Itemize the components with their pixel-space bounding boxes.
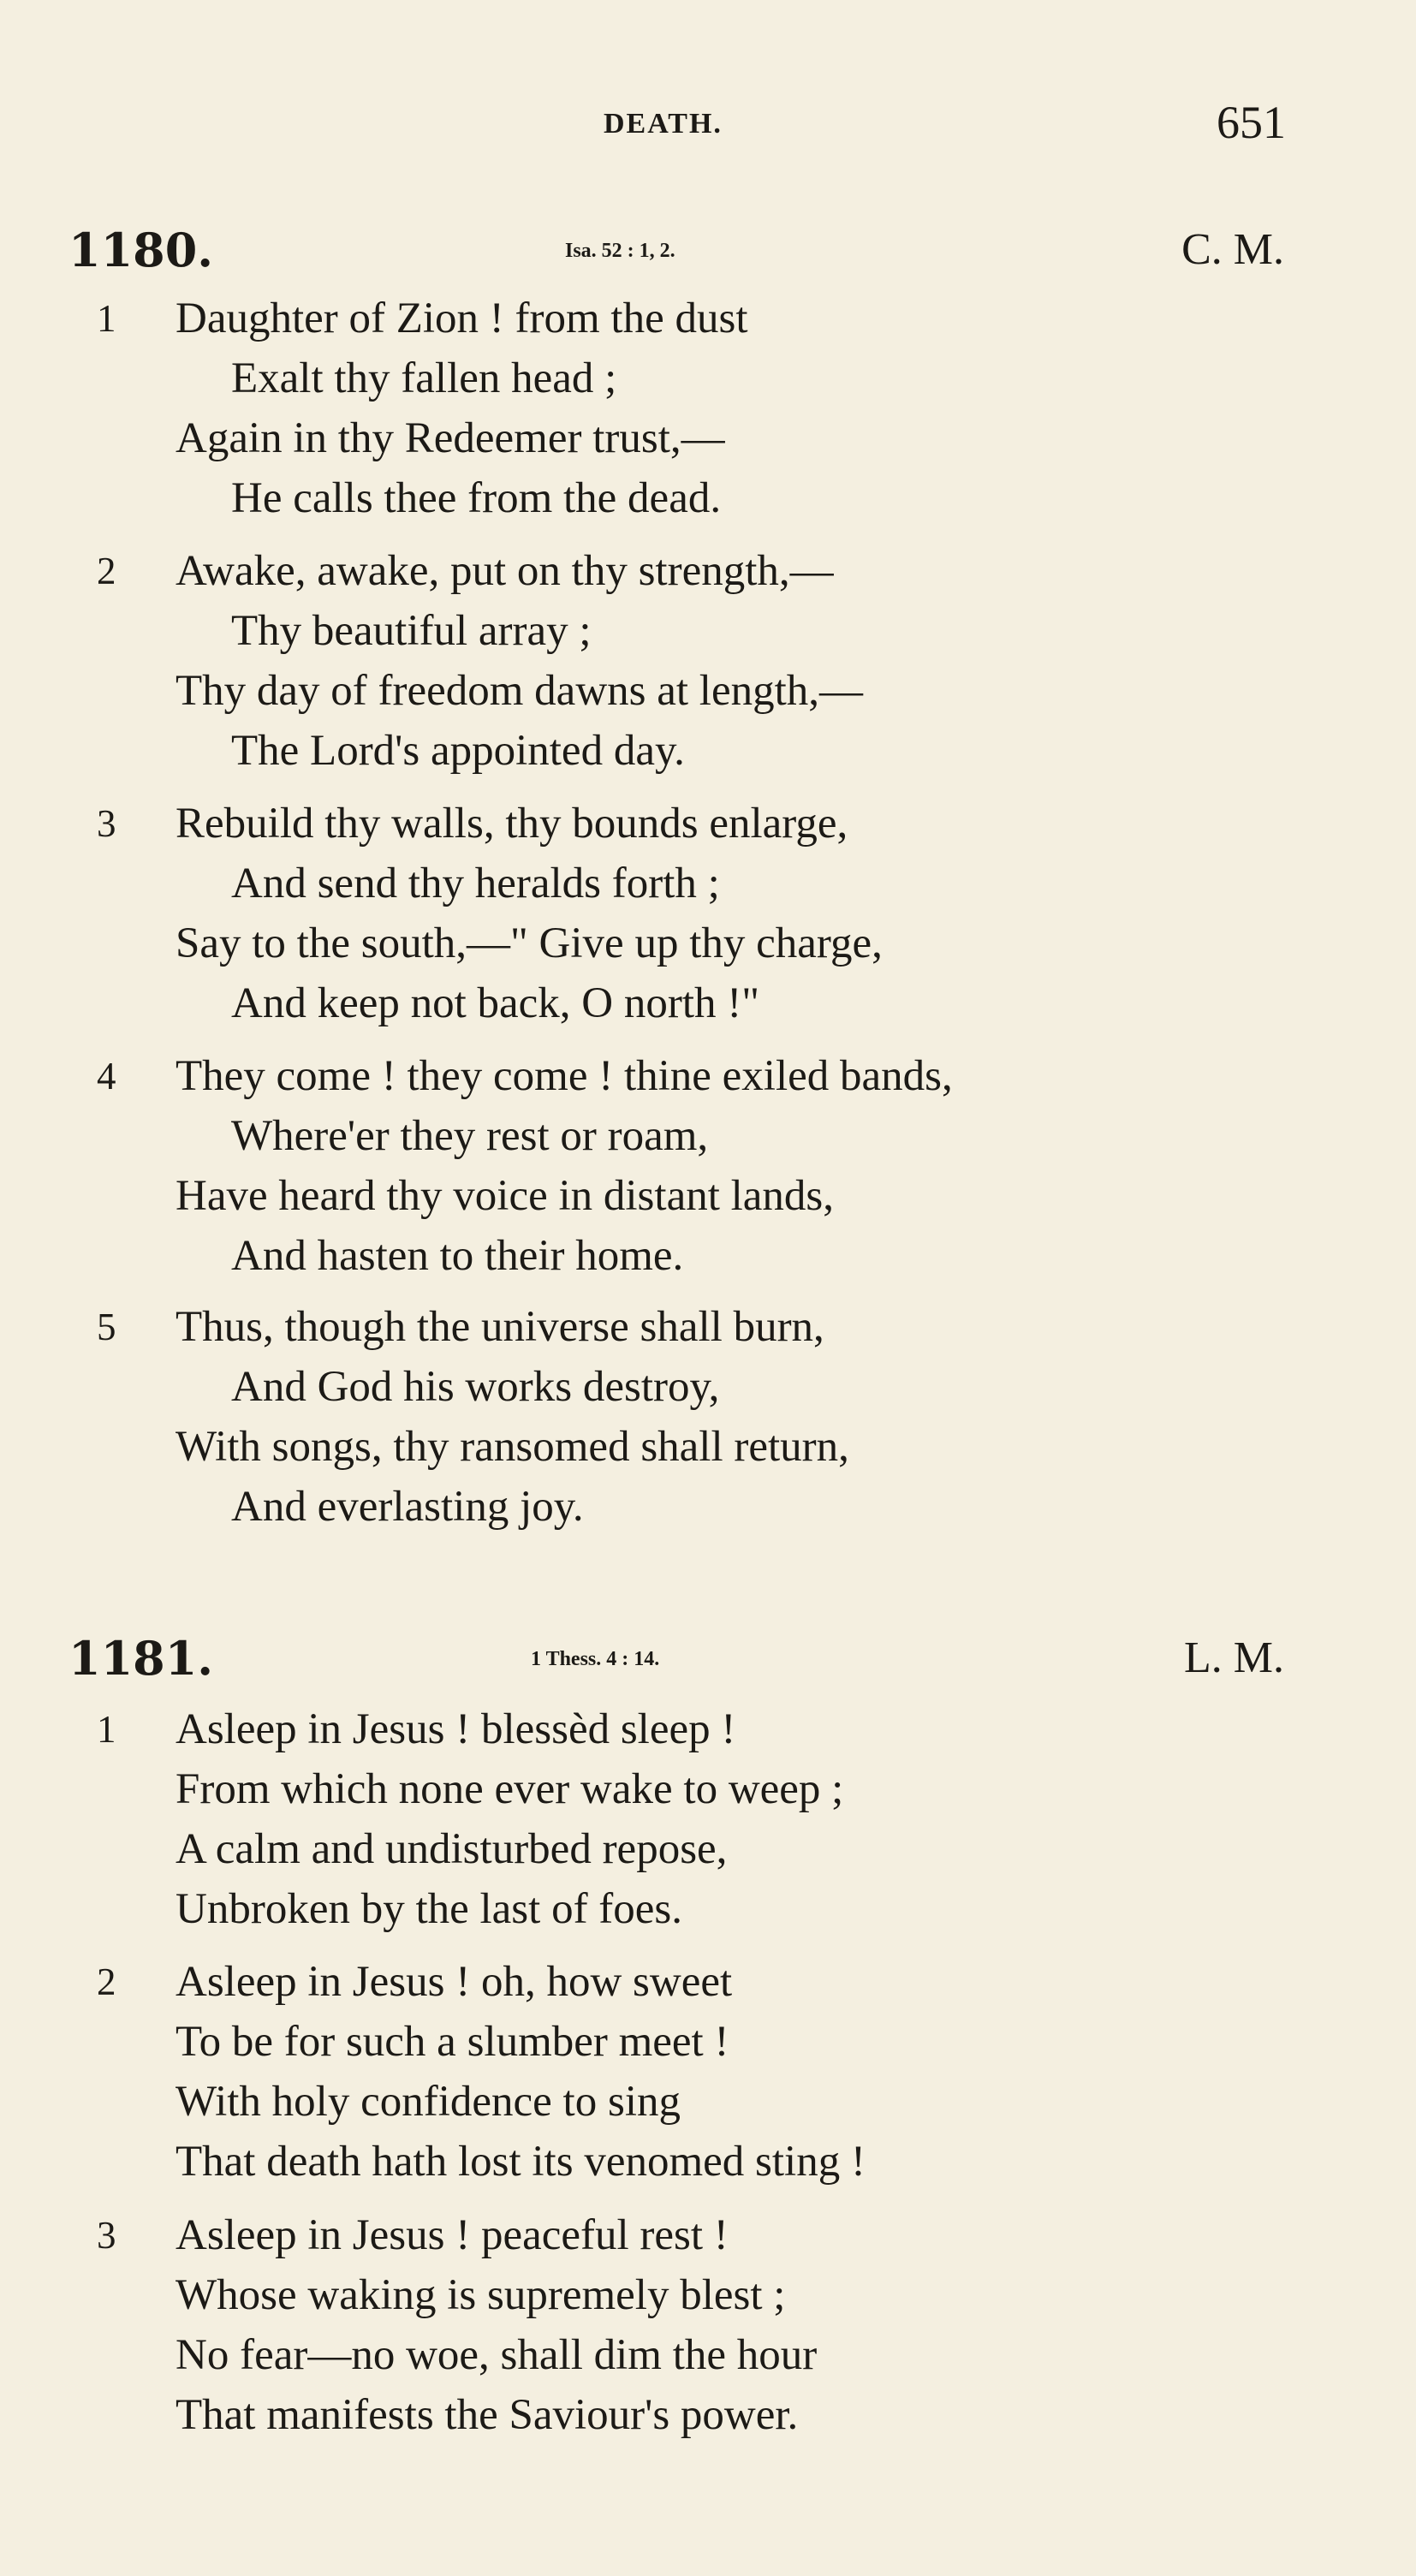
stanza-number: 2 (97, 1960, 116, 2003)
hymn-1180-stanza-5 (97, 1297, 1288, 1537)
hymn-number: 1180. (68, 223, 214, 277)
verse-line: To be for such a slumber meet ! (176, 2018, 729, 2066)
verse-line: 4 They come ! they come ! thine exiled bands, (176, 1046, 1288, 1106)
stanza-number: 3 (97, 802, 116, 845)
scripture-reference: Isa. 52 : 1, 2. (565, 240, 675, 262)
verse-line: No fear—no woe, shall dim the hour (176, 2331, 818, 2379)
hymn-1181-stanza-3 (97, 2205, 1288, 2445)
verse-line: That manifests the Saviour's power. (176, 2391, 799, 2439)
verse-line: And everlasting joy. (231, 1483, 584, 1531)
stanza-number: 3 (97, 2214, 116, 2257)
verse-line: Exalt thy fallen head ; (231, 354, 617, 402)
running-head (0, 96, 1416, 147)
verse-line: A calm and undisturbed repose, (176, 1825, 728, 1873)
verse-line: Thy day of freedom dawns at length,— (176, 667, 864, 715)
page-number: 651 (1217, 97, 1286, 148)
hymn-1181-stanza-1 (97, 1699, 1288, 1939)
verse-line: And send thy heralds forth ; (231, 860, 720, 907)
verse-line: Again in thy Redeemer trust,— (176, 414, 725, 462)
verse-line: The Lord's appointed day. (231, 727, 685, 775)
verse-line: Whose waking is supremely blest ; (176, 2271, 786, 2319)
hymn-1180-stanza-2 (97, 541, 1288, 781)
running-title: DEATH. (604, 108, 723, 140)
stanza-number: 2 (97, 550, 116, 592)
scripture-reference: 1 Thess. 4 : 14. (531, 1648, 660, 1670)
hymn-1180-stanza-3 (97, 794, 1288, 1033)
verse-line: From which none ever wake to weep ; (176, 1765, 844, 1813)
verse-line: Have heard thy voice in distant lands, (176, 1172, 835, 1220)
hymn-meter: C. M. (1181, 225, 1284, 274)
hymn-1180-stanza-4 (97, 1046, 1288, 1286)
verse-line: 1 Asleep in Jesus ! blessèd sleep ! (176, 1699, 1288, 1759)
hymn-1181-header (68, 1631, 1284, 1691)
verse-line: Unbroken by the last of foes. (176, 1885, 683, 1933)
verse-line: Say to the south,—" Give up thy charge, (176, 919, 883, 967)
verse-line: 3 Rebuild thy walls, thy bounds enlarge, (176, 794, 1288, 854)
stanza-number: 1 (97, 1708, 116, 1751)
verse-line: Where'er they rest or roam, (231, 1112, 709, 1160)
verse-line: And God his works destroy, (231, 1363, 720, 1411)
verse-line: And keep not back, O north !" (231, 979, 760, 1027)
stanza-number: 5 (97, 1306, 116, 1348)
verse-line: That death hath lost its venomed sting ! (176, 2138, 866, 2186)
hymn-1180-stanza-1 (97, 289, 1288, 528)
verse-line: 2 Asleep in Jesus ! oh, how sweet (176, 1952, 1288, 2012)
verse-line: With songs, thy ransomed shall return, (176, 1423, 849, 1471)
stanza-number: 4 (97, 1055, 116, 1098)
hymn-meter: L. M. (1184, 1633, 1284, 1682)
verse-line: He calls thee from the dead. (231, 474, 722, 522)
verse-line: 2 Awake, awake, put on thy strength,— (176, 541, 1288, 601)
verse-line: 3 Asleep in Jesus ! peaceful rest ! (176, 2205, 1288, 2265)
hymn-number: 1181. (68, 1631, 214, 1686)
verse-line: 1 Daughter of Zion ! from the dust (176, 289, 1288, 348)
verse-line: And hasten to their home. (231, 1232, 684, 1280)
stanza-number: 1 (97, 297, 116, 340)
hymn-1180-header (68, 223, 1284, 283)
verse-line: With holy confidence to sing (176, 2078, 681, 2126)
verse-line: Thy beautiful array ; (231, 607, 592, 655)
hymn-1181-stanza-2 (97, 1952, 1288, 2192)
verse-line: 5 Thus, though the universe shall burn, (176, 1297, 1288, 1357)
